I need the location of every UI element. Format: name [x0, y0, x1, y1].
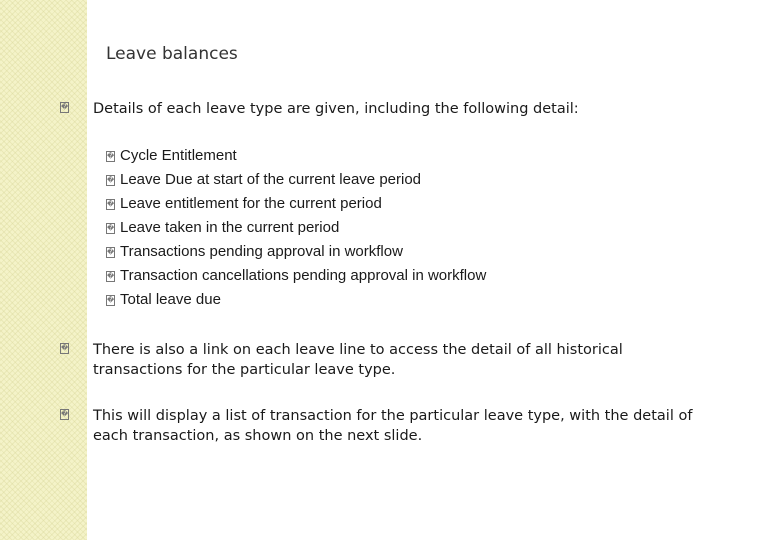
- sub-item-transactions-pending: [106, 241, 486, 265]
- bullet-placeholder-icon: �: [107, 153, 115, 160]
- bullet-text: This will display a list of transaction for the particular leave type, with the detail of each transaction, as shown on the next slide.: [93, 408, 693, 444]
- sub-item-label: Transaction cancellations pending approval in workflow: [120, 267, 487, 284]
- sub-item-label: Cycle Entitlement: [120, 147, 237, 164]
- detail-sub-list: [106, 145, 486, 313]
- bullet-placeholder-icon: �: [61, 410, 69, 418]
- bullet-placeholder-icon: �: [107, 225, 115, 232]
- decorative-side-strip: [0, 0, 87, 540]
- sub-item-cancellations-pending: [106, 265, 486, 289]
- bullet-placeholder-icon: �: [61, 344, 69, 352]
- bullet-placeholder-icon: �: [107, 177, 115, 184]
- sub-item-label: Total leave due: [120, 291, 221, 308]
- bullet-placeholder-icon: �: [107, 273, 115, 280]
- sub-item-leave-taken: [106, 217, 486, 241]
- bullet-text: Details of each leave type are given, including the following detail:: [93, 101, 579, 117]
- sub-item-label: Leave taken in the current period: [120, 219, 340, 236]
- bullet-placeholder-icon: �: [107, 201, 115, 208]
- sub-item-label: Transactions pending approval in workflow: [120, 243, 403, 260]
- bullet-text: There is also a link on each leave line to access the detail of all historical transactions for the particular leave type.: [93, 342, 623, 378]
- slide-title: Leave balances: [106, 44, 238, 64]
- sub-item-label: Leave Due at start of the current leave period: [120, 171, 422, 188]
- bullet-placeholder-icon: �: [107, 297, 115, 304]
- sub-item-cycle-entitlement: [106, 145, 486, 169]
- sub-item-leave-due-start: [106, 169, 486, 193]
- sub-item-leave-entitlement-current: [106, 193, 486, 217]
- sub-item-label: Leave entitlement for the current period: [120, 195, 382, 212]
- sub-item-total-leave-due: [106, 289, 486, 313]
- bullet-placeholder-icon: �: [107, 249, 115, 256]
- bullet-placeholder-icon: �: [61, 103, 69, 111]
